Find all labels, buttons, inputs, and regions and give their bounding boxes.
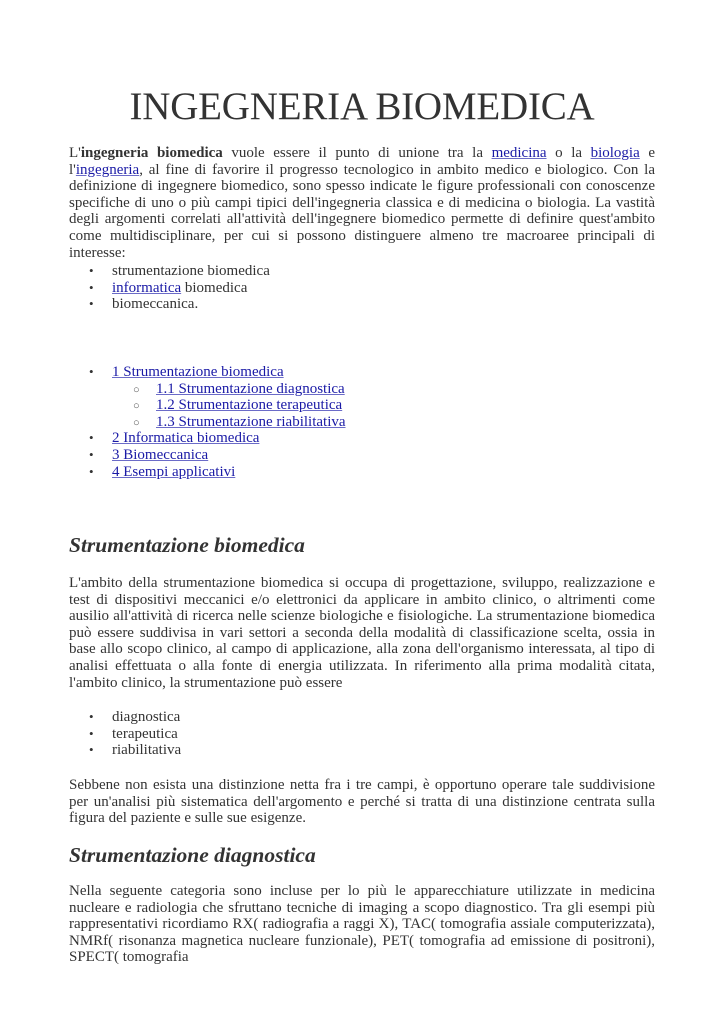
toc-item [69,414,655,431]
bullet-icon: • [89,296,94,312]
link-ingegneria[interactable]: ingegneria [75,161,140,178]
toc-link-strumentazione-diagnostica[interactable]: 1.1 Strumentazione diagnostica [156,380,345,397]
toc-link-biomeccanica[interactable]: 3 Biomeccanica [112,446,209,463]
link-informatica[interactable]: informatica [112,279,182,296]
bullet-icon: • [89,430,94,446]
circle-bullet-icon: ○ [133,383,140,396]
bullet-icon: • [89,463,94,479]
bullet-icon: • [89,446,94,462]
section-heading-strumentazione-biomedica: Strumentazione biomedica [69,533,305,557]
list-item [69,280,655,297]
list-item-text: riabilitativa [112,742,182,759]
toc-item [69,397,655,414]
circle-bullet-icon: ○ [133,400,140,413]
toc-link-esempi-applicativi[interactable]: 4 Esempi applicativi [112,463,236,480]
bullet-icon: • [89,263,94,278]
list-item-text: diagnostica [112,709,181,725]
list-item-text: biomeccanica. [112,296,199,313]
link-biologia[interactable]: biologia [590,145,640,161]
macroareas-list [69,263,655,313]
list-item-text: terapeutica [112,725,178,742]
bullet-icon: • [89,725,94,741]
section-1-paragraph: L'ambito della strumentazione biomedica si occupa di progettazione, sviluppo, realizzazione e test di dispositivi meccanici e/o elettronici da applicare in ambito clinico, o altrimenti come ausilio all'attività di ricerca nelle scienze biologiche e fisiologiche. La strumentazione biomedica può essere suddivisa in vari settori a seconda della modalità di classificazione scelta, ossia in base allo scopo clinico, al campo di applicazione, alla zona dell'organismo interessata, al tipo di analisi effettuata o alla fonte di energia utilizzata. In riferimento alla prima modalità citata, l'ambito clinico, la strumentazione può essere [69,575,655,691]
bullet-icon: • [89,742,94,758]
toc-link-strumentazione-biomedica[interactable]: 1 Strumentazione biomedica [112,364,284,380]
toc-item [69,430,655,447]
intro-text-1: vuole essere il punto di unione tra la [222,145,492,161]
intro-prefix: L' [69,145,81,161]
intro-bold-term: ingegneria biomedica [80,145,223,161]
bullet-icon: • [89,279,94,295]
link-medicina[interactable]: medicina [491,145,547,161]
toc-link-strumentazione-riabilitativa[interactable]: 1.3 Strumentazione riabilitativa [156,413,346,430]
section-1-1-paragraph: Nella seguente categoria sono incluse per lo più le apparecchiature utilizzate in medicina nucleare e radiologia che sfruttano tecniche di imaging a scopo diagnostico. Tra gli esempi più rappresentativi ricordiamo RX( radiografia a raggi X), TAC( tomografia assiale computerizzata), NMRf( risonanza magnetica nucleare funzionale), PET( tomografia ad emissione di positroni), SPECT( tomografia [69,883,655,966]
intro-text-4: , al fine di favorire il progresso tecnologico in ambito medico e biologico. Con la definizione di ingegnere biomedico, sono spesso indicate le figure professionali con conoscenze specifiche di uno o più campi tipici dell'ingegneria classica e di medicina o biologia. La vastità degli argomenti correlati all'attività dell'ingegnere biomedico permette di definire quest'ambito come multidisciplinare, per cui si possono distinguere almeno tre macroaree principali di interesse: [69,161,655,261]
bullet-icon: • [89,364,94,379]
list-item-text: biomedica [181,279,248,296]
toc-link-strumentazione-terapeutica[interactable]: 1.2 Strumentazione terapeutica [156,397,343,414]
instrumentation-types-list [69,709,655,759]
list-item [69,296,655,313]
section-heading-strumentazione-diagnostica: Strumentazione diagnostica [69,843,316,867]
toc-item [69,447,655,464]
page-title: INGEGNERIA BIOMEDICA [129,85,595,128]
intro-text-3: e l' [69,145,655,178]
toc-item [69,381,655,398]
intro-paragraph [69,145,655,261]
toc-item [69,464,655,481]
list-item [69,726,655,743]
bullet-icon: • [89,709,94,724]
toc-link-informatica-biomedica[interactable]: 2 Informatica biomedica [112,430,260,447]
list-item [69,263,655,280]
toc-item [69,364,655,381]
list-item [69,742,655,759]
section-1-paragraph-2: Sebbene non esista una distinzione netta fra i tre campi, è opportuno operare tale suddivisione per un'analisi più sistematica dell'argomento e perché si tratta di una distinzione centrata sulla figura del paziente e sulle sue esigenze. [69,777,655,827]
circle-bullet-icon: ○ [133,416,140,429]
intro-text-2: o la [546,145,591,161]
list-item-text: strumentazione biomedica [112,263,270,279]
table-of-contents [69,364,655,480]
list-item [69,709,655,726]
